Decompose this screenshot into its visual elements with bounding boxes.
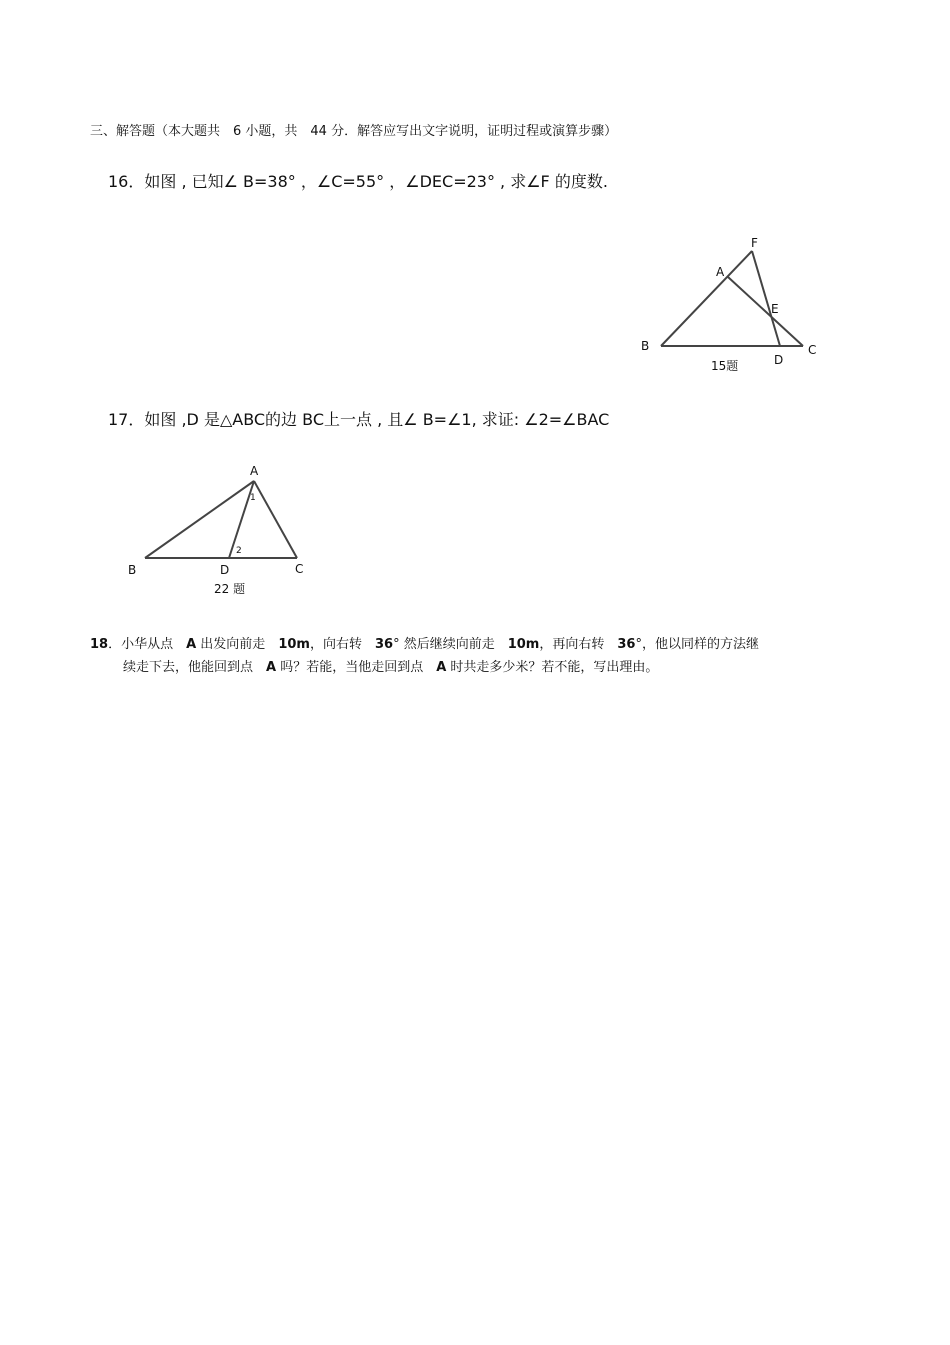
- q18-angle: 36: [374, 637, 394, 652]
- label-b: B: [128, 563, 137, 577]
- segment-bf: [661, 251, 752, 346]
- label-a: A: [250, 464, 259, 478]
- q18-fragment: ° 然后继续向前走: [393, 637, 508, 652]
- label-e: E: [771, 302, 779, 316]
- segment-ac: [728, 277, 803, 346]
- label-c: C: [295, 562, 304, 576]
- q18-angle: 36: [617, 637, 636, 652]
- q18-fragment: ，向右转: [309, 637, 375, 652]
- q18-fragment: °，他以同样的方法继: [635, 637, 759, 652]
- question-17-text: 17．如图 ,D 是△ABC的边 BC上一点 , 且∠ B=∠1, 求证: ∠2=∠BAC: [108, 410, 610, 429]
- q18-point-a: A: [436, 660, 447, 675]
- question-18-number: 18: [90, 637, 109, 652]
- q18-fragment: 出发向前走: [196, 637, 279, 652]
- label-angle-1: 1: [250, 493, 256, 503]
- q18-fragment: 续走下去，他能回到点: [123, 660, 267, 675]
- figure-q17-labels: [128, 464, 303, 596]
- label-b: B: [641, 339, 650, 353]
- segment-ac: [254, 481, 297, 558]
- q18-fragment: ，再向右转: [539, 637, 618, 652]
- label-a: A: [716, 265, 725, 279]
- q18-distance: 10m: [507, 637, 540, 652]
- q18-distance: 10m: [278, 637, 310, 652]
- q18-point-a: A: [186, 637, 197, 652]
- figure-q16-caption: 15题: [711, 359, 739, 373]
- figure-q17-caption: 22 题: [214, 582, 246, 596]
- q18-fragment: 时共走多少米？若不能，写出理由。: [446, 660, 659, 675]
- label-d: D: [774, 353, 784, 367]
- q18-point-a: A: [266, 660, 277, 675]
- label-angle-2: 2: [236, 546, 242, 556]
- label-c: C: [808, 343, 817, 357]
- question-16-text: 16．如图 , 已知∠ B=38° ，∠C=55° ，∠DEC=23° , 求∠F 的度数.: [108, 172, 608, 191]
- q18-fragment: ．小华从点: [108, 637, 187, 652]
- figure-q17: [145, 481, 297, 558]
- section-header: 三、解答题（本大题共 6 小题，共 44 分．解答应写出文字说明，证明过程或演算步骤）: [90, 124, 618, 139]
- figure-q16-labels: [641, 236, 816, 373]
- q18-fragment: 吗？若能，当他走回到点: [276, 660, 437, 675]
- label-f: F: [751, 236, 758, 250]
- label-d: D: [220, 563, 230, 577]
- segment-fd: [752, 251, 780, 346]
- figure-q16: [661, 251, 803, 346]
